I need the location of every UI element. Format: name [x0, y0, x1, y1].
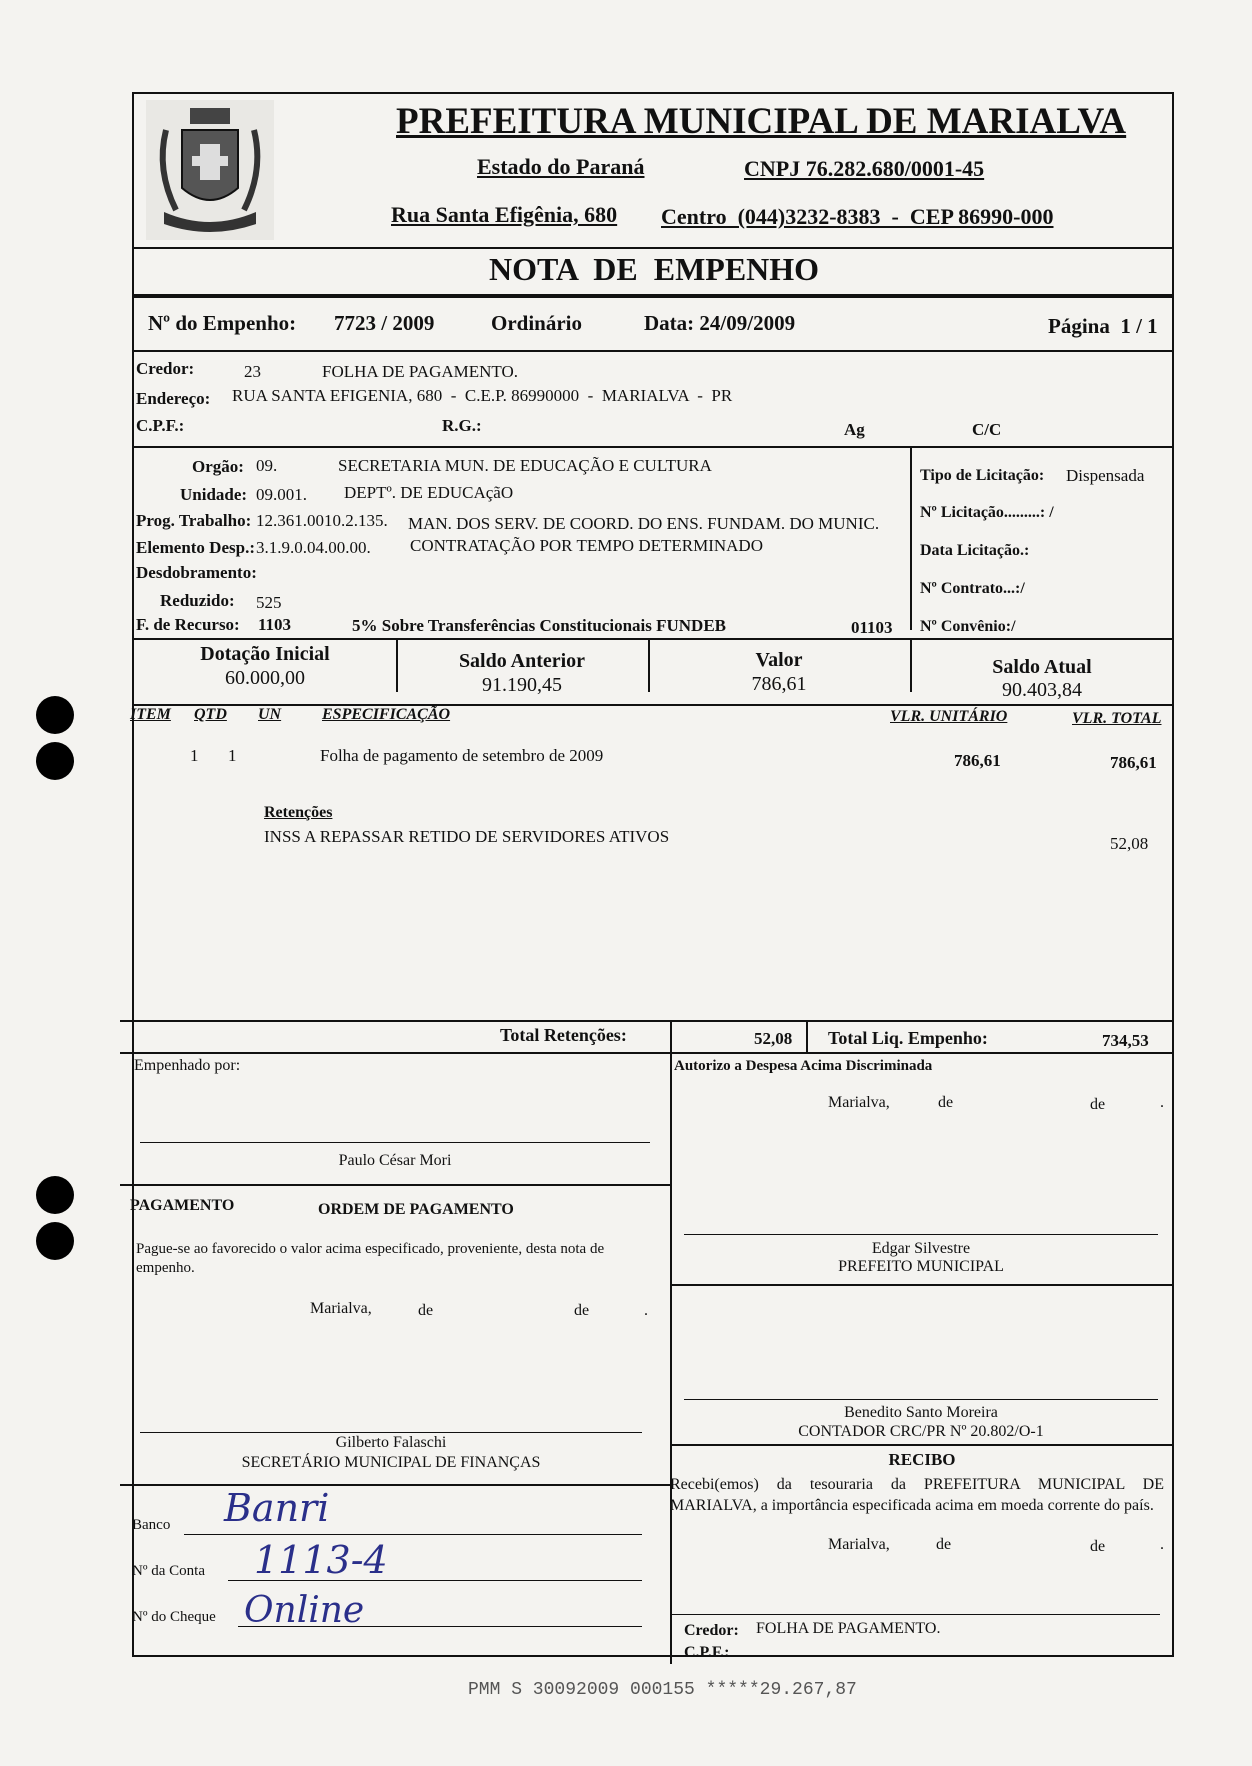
document-title: NOTA DE EMPENHO: [488, 251, 820, 287]
pague-se-text: Pague-se ao favorecido o valor acima especificado, proveniente, desta nota de empenho.: [136, 1241, 605, 1276]
retencao-desc: INSS A REPASSAR RETIDO DE SERVIDORES ATIVOS: [264, 827, 670, 846]
total-retencoes-label: Total Retenções:: [500, 1025, 627, 1045]
ag-label: Ag: [844, 420, 865, 439]
item-number: 1: [190, 746, 199, 765]
cnpj-label: CNPJ 76.282.680/0001-45: [744, 156, 985, 181]
recibo-title: RECIBO: [888, 1450, 956, 1469]
col-item: ITEM: [130, 706, 171, 723]
prog-label: Prog. Trabalho:: [136, 511, 252, 530]
prog-name: MAN. DOS SERV. DE COORD. DO ENS. FUNDAM. DO MUNIC.: [408, 514, 880, 533]
item-unit-value: 786,61: [954, 751, 1001, 770]
address-street: Rua Santa Efigênia, 680: [391, 202, 618, 227]
punch-hole: [36, 742, 74, 780]
saldo-anterior-value: 91.190,45: [482, 674, 562, 696]
rg-label: R.G.:: [442, 416, 482, 435]
marialva-date-left: Marialva,: [310, 1300, 372, 1317]
de-recibo-2: de: [1090, 1538, 1106, 1555]
banco-handwritten: Banri: [224, 1486, 330, 1530]
elemento-label: Elemento Desp.:: [136, 538, 255, 557]
recurso-name: 5% Sobre Transferências Constitucionais FUNDEB: [352, 616, 727, 635]
prefeito-name: Edgar Silvestre: [871, 1240, 971, 1257]
de-recibo-1: de: [936, 1536, 952, 1553]
retencao-value: 52,08: [1110, 834, 1149, 853]
total-retencoes-value: 52,08: [754, 1029, 793, 1048]
contador-name: Benedito Santo Moreira: [844, 1404, 998, 1421]
elemento-name: CONTRATAÇÃO POR TEMPO DETERMINADO: [410, 536, 763, 555]
conta-handwritten: 1113-4: [254, 1538, 388, 1582]
autorizo-text: Autorizo a Despesa Acima Discriminada: [674, 1058, 933, 1074]
col-total-value: VLR. TOTAL: [1072, 710, 1162, 727]
cpf-label: C.P.F.:: [136, 416, 185, 435]
convenio-number: Nº Convênio:/: [920, 618, 1016, 635]
de-left-1: de: [418, 1302, 434, 1319]
valor-label: Valor: [755, 649, 803, 671]
footer-stamp: PMM S 30092009 000155 *****29.267,87: [468, 1680, 857, 1700]
recurso-code: 1103: [258, 615, 292, 634]
address-label: Endereço:: [136, 389, 211, 408]
total-liquido-value: 734,53: [1102, 1031, 1149, 1050]
saldo-anterior-label: Saldo Anterior: [458, 650, 586, 672]
credor-label: Credor:: [136, 359, 195, 378]
cc-label: C/C: [972, 420, 1002, 439]
prefeito-title: PREFEITO MUNICIPAL: [838, 1258, 1004, 1275]
tipo-licitacao-value: Dispensada: [1066, 466, 1145, 485]
contrato-number: Nº Contrato...:/: [920, 580, 1025, 597]
cheque-handwritten: Online: [244, 1590, 365, 1631]
empenho-number: 7723 / 2009: [334, 311, 435, 335]
nota-de-empenho-form: [130, 92, 1174, 1661]
col-unit-value: VLR. UNITÁRIO: [890, 708, 1008, 725]
punch-hole: [36, 696, 74, 734]
col-un: UN: [258, 706, 282, 723]
retencoes-title: Retenções: [264, 804, 333, 821]
empenhado-por-name: Paulo César Mori: [338, 1152, 452, 1169]
saldo-atual-label: Saldo Atual: [992, 656, 1092, 678]
state-label: Estado do Paraná: [477, 154, 645, 179]
page-title: PREFEITURA MUNICIPAL DE MARIALVA: [396, 101, 1127, 142]
secretario-name: Gilberto Falaschi: [335, 1434, 447, 1451]
page-number: Página 1 / 1: [1048, 314, 1158, 338]
coat-of-arms-icon: [146, 100, 274, 240]
marialva-date-right: Marialva,: [828, 1094, 890, 1111]
cheque-label: Nº do Cheque: [132, 1609, 216, 1625]
ordem-pagamento-title: ORDEM DE PAGAMENTO: [318, 1201, 514, 1218]
de-right-2: de: [1090, 1096, 1106, 1113]
desdobramento-label: Desdobramento:: [136, 563, 257, 582]
empenho-type: Ordinário: [491, 311, 583, 335]
tipo-licitacao-label: Tipo de Licitação:: [920, 467, 1045, 484]
orgao-code: 09.: [256, 456, 278, 475]
elemento-code: 3.1.9.0.04.00.00.: [256, 538, 371, 557]
unidade-code: 09.001.: [256, 485, 307, 504]
dot-recibo: .: [1160, 1536, 1164, 1553]
punch-hole: [36, 1222, 74, 1260]
recibo-text: Recebi(emos) da tesouraria da PREFEITURA MUNICIPAL DE MARIALVA, a importância especificada acima em moeda corrente do país.: [670, 1476, 1164, 1514]
recibo-credor-name: FOLHA DE PAGAMENTO.: [756, 1620, 941, 1637]
dot-right: .: [1160, 1094, 1164, 1111]
orgao-label: Orgão:: [192, 457, 244, 476]
address-contact: Centro (044)3232-8383 - CEP 86990-000: [661, 204, 1054, 229]
banco-label: Banco: [132, 1517, 171, 1533]
punch-hole: [36, 1176, 74, 1214]
pagamento-title: PAGAMENTO: [130, 1197, 235, 1214]
unidade-name: DEPTº. DE EDUCAçãO: [344, 483, 514, 502]
credor-code: 23: [244, 362, 261, 381]
prog-code: 12.361.0010.2.135.: [256, 511, 388, 530]
empenhado-por-label: Empenhado por:: [134, 1057, 241, 1074]
dot-left: .: [644, 1302, 648, 1319]
col-spec: ESPECIFICAÇÃO: [322, 706, 451, 723]
empenho-number-label: Nº do Empenho:: [148, 311, 297, 335]
reduzido-label: Reduzido:: [160, 591, 235, 610]
licitacao-number: Nº Licitação.........: /: [920, 504, 1054, 521]
credor-address: RUA SANTA EFIGENIA, 680 - C.E.P. 86990000 - MARIALVA - PR: [232, 386, 733, 405]
conta-label: Nº da Conta: [132, 1563, 205, 1579]
recibo-cpf-label: C.P.F.:: [684, 1644, 730, 1661]
total-liquido-label: Total Liq. Empenho:: [828, 1028, 988, 1048]
dotacao-label: Dotação Inicial: [200, 643, 330, 665]
recurso-ref: 01103: [851, 618, 893, 637]
orgao-name: SECRETARIA MUN. DE EDUCAÇÃO E CULTURA: [338, 456, 712, 475]
empenho-date: Data: 24/09/2009: [644, 311, 796, 335]
col-qtd: QTD: [194, 706, 227, 723]
recurso-label: F. de Recurso:: [136, 615, 240, 634]
de-left-2: de: [574, 1302, 590, 1319]
valor-value: 786,61: [751, 673, 807, 695]
contador-title: CONTADOR CRC/PR Nº 20.802/O-1: [798, 1423, 1044, 1440]
secretario-title: SECRETÁRIO MUNICIPAL DE FINANÇAS: [241, 1454, 541, 1471]
saldo-atual-value: 90.403,84: [1002, 679, 1082, 701]
marialva-recibo: Marialva,: [828, 1536, 890, 1553]
unidade-label: Unidade:: [180, 485, 248, 504]
item-total-value: 786,61: [1110, 753, 1157, 772]
item-spec: Folha de pagamento de setembro de 2009: [320, 746, 604, 765]
credor-name: FOLHA DE PAGAMENTO.: [322, 362, 518, 381]
licitacao-date: Data Licitação.:: [920, 542, 1030, 559]
de-right-1: de: [938, 1094, 954, 1111]
dotacao-value: 60.000,00: [225, 667, 305, 689]
recibo-credor-label: Credor:: [684, 1622, 739, 1639]
item-qtd: 1: [228, 746, 237, 765]
reduzido-value: 525: [256, 593, 282, 612]
